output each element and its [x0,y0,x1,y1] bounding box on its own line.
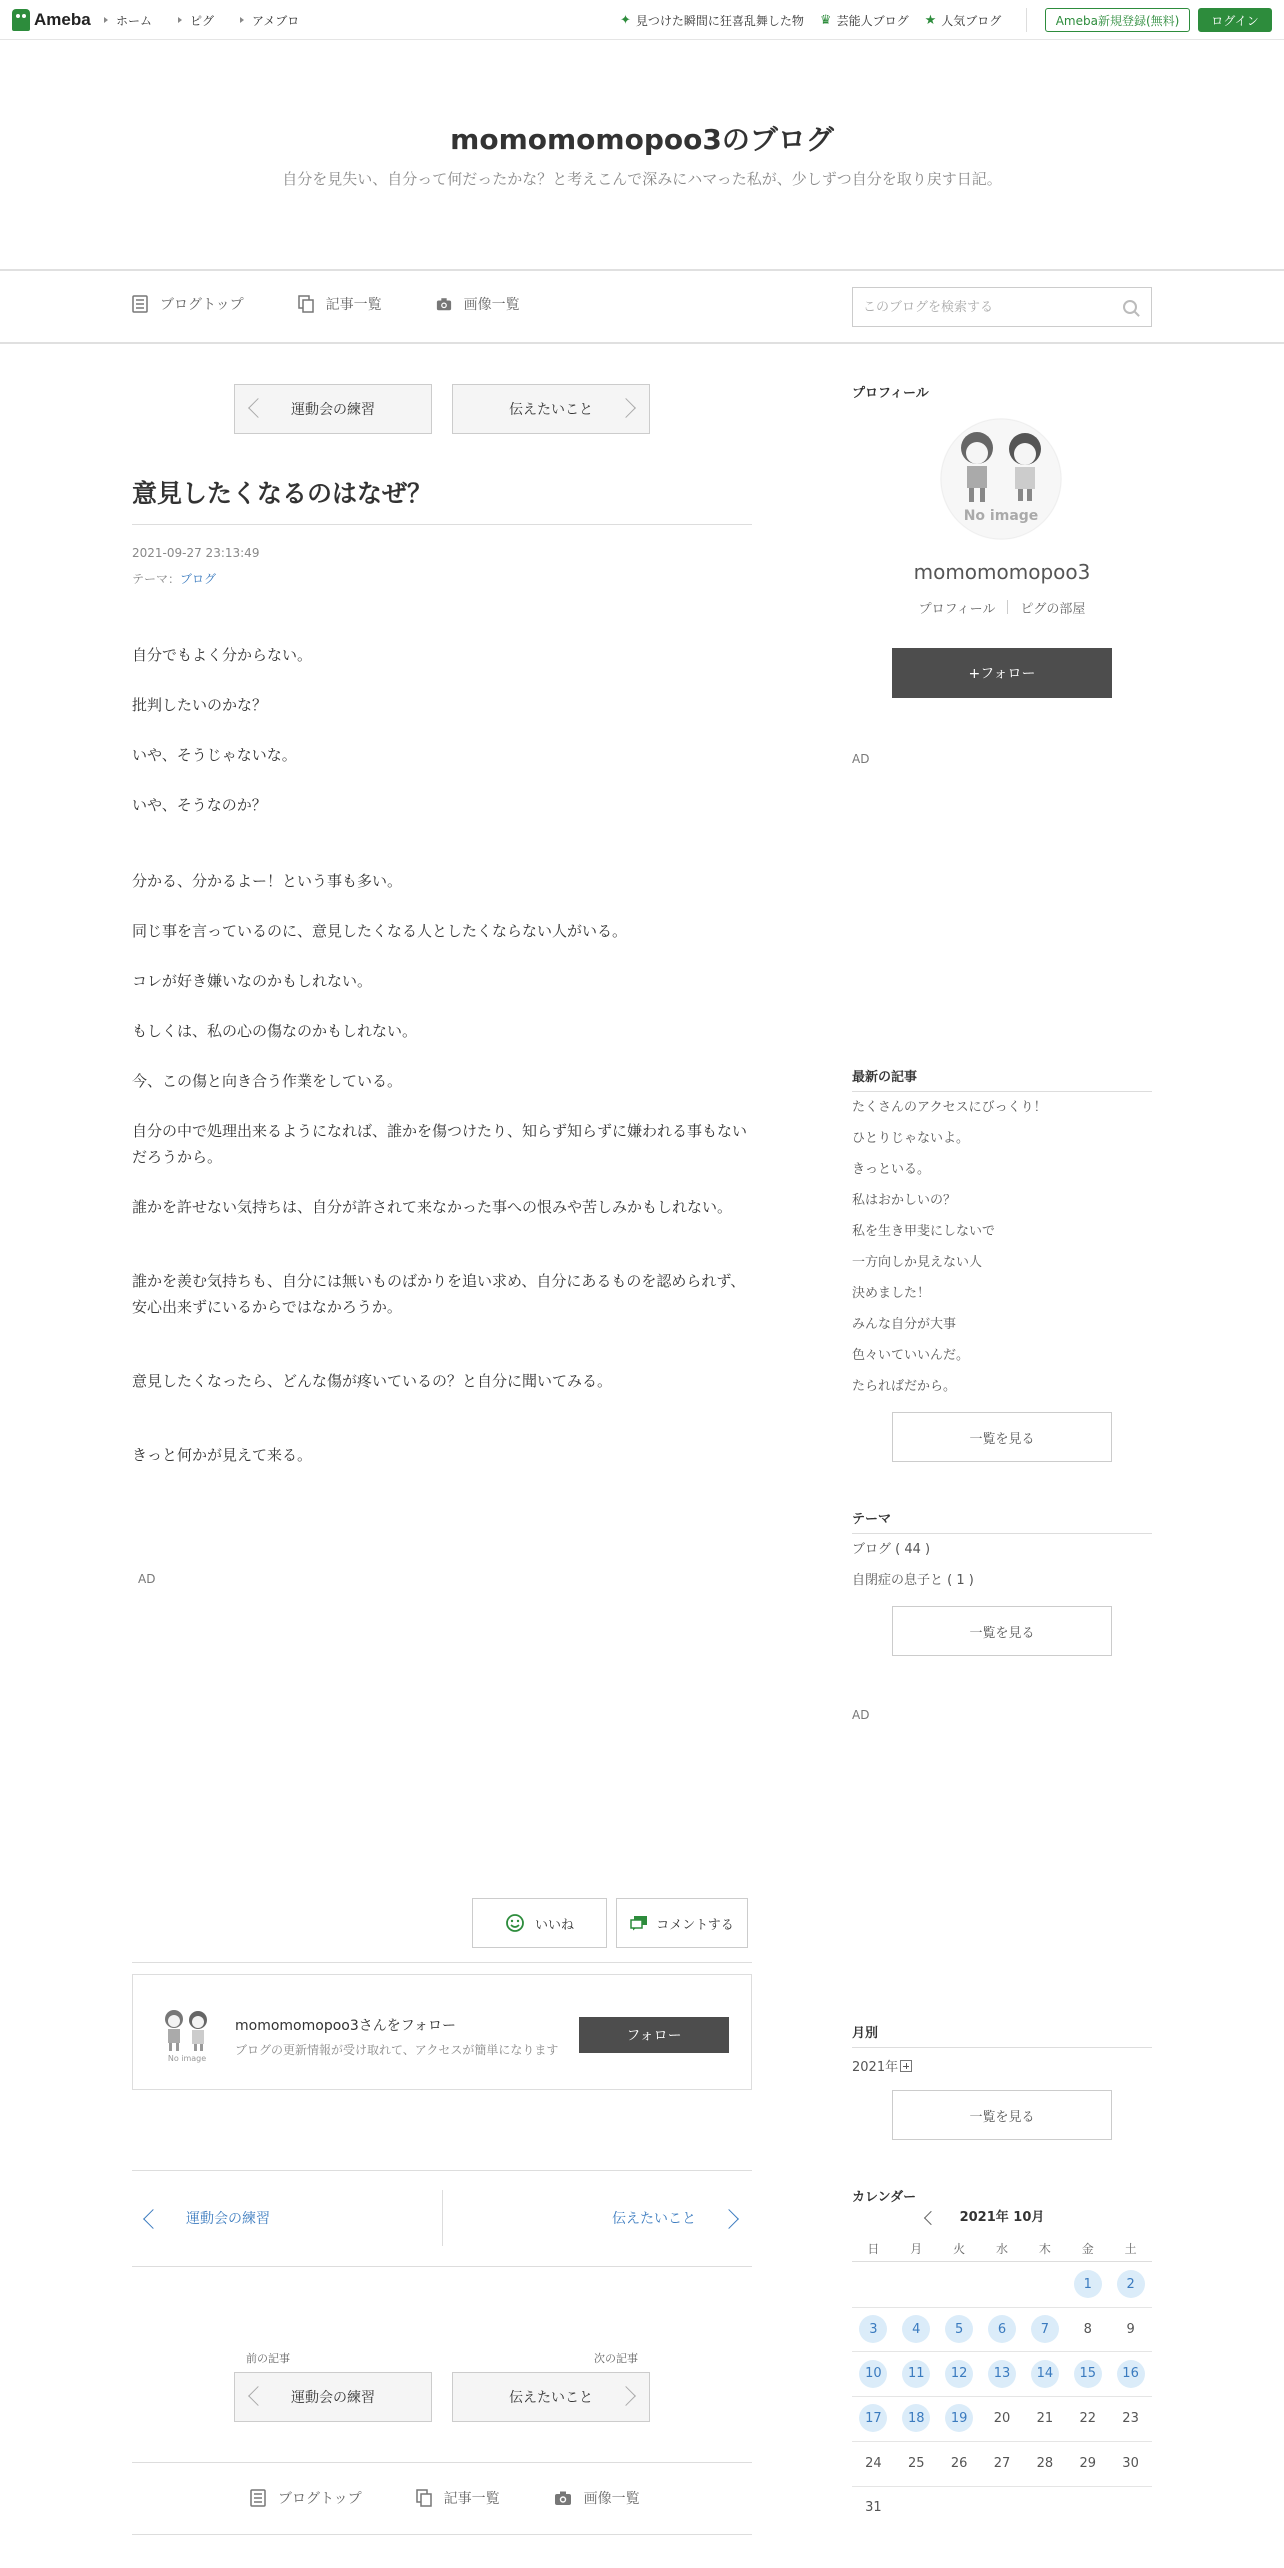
divider [442,2190,443,2246]
article-theme: テーマ：ブログ [132,572,217,586]
divider [852,2351,1152,2352]
weekday-label: 木 [1038,2242,1051,2256]
calendar-week [852,2396,1152,2441]
follow-title: momomomopoo3さんをフォロー [235,2018,457,2034]
copy-icon [298,295,314,313]
divider [852,2047,1152,2048]
theme-see-all-button[interactable]: 一覧を見る [892,1606,1112,1656]
paragraph: 意見したくなったら、どんな傷が疼いているの？と自分に聞いてみる。 [132,1372,613,1390]
divider [852,1533,1152,1534]
calendar-cell [1066,2351,1109,2396]
paragraph: きっと何かが見えて来る。 [132,1446,313,1464]
calendar-cell [1109,2485,1152,2530]
calendar-day-with-post[interactable]: 4 [902,2315,930,2343]
theme-list [852,1540,974,1602]
calendar-weekdays [852,2236,1152,2262]
like-button[interactable]: いいね [472,1898,607,1948]
calendar-cell [1109,2307,1152,2352]
footer-nav-top[interactable]: ブログトップ [250,2488,362,2508]
recent-item[interactable]: 私を生き甲斐にしないで [852,1224,996,1239]
featured-link-celebrity[interactable]: ♛ 芸能人ブログ [819,12,909,28]
weekday-label: 金 [1081,2242,1094,2256]
sparkle-icon: ✦ [620,12,631,28]
search-icon[interactable] [1123,300,1137,314]
calendar-cell [1023,2307,1066,2352]
next-article-link[interactable]: 伝えたいこと [612,2211,696,2227]
avatar-placeholder-text: No image [963,508,1039,524]
calendar-day: 23 [1122,2410,1139,2426]
calendar-cell [938,2441,981,2486]
calendar-day: 20 [993,2410,1011,2426]
theme-item[interactable]: ブログ ( 44 ) [852,1542,931,1557]
calendar-day: 9 [1126,2321,1135,2337]
calendar-cell [938,2307,981,2352]
blog-description: 自分を見失い、自分って何だったかな？と考えこんで深みにハマった私が、少しずつ自分を取り戻す日記。 [282,170,1002,188]
paragraph: もしくは、私の心の傷なのかもしれない。 [132,1022,418,1040]
weekday-label: 水 [996,2242,1009,2256]
calendar-cell [852,2485,895,2530]
next-article-button[interactable]: 伝えたいこと [452,2372,650,2422]
paragraph: 自分の中で処理出来るようになれば、誰かを傷つけたり、知らず知らずに嫌われる事もないだろうから。 [132,1122,748,1166]
calendar-cell [852,2441,895,2486]
calendar-day: 8 [1083,2321,1092,2337]
calendar-day-with-post[interactable]: 18 [902,2404,930,2432]
comment-icon [630,1915,648,1931]
calendar-cell [1066,2307,1109,2352]
logo-text: Ameba [34,10,91,29]
avatar-placeholder-text: No image [167,2054,207,2063]
calendar-cell [938,2262,981,2307]
follow-button[interactable]: フォロー [579,2017,729,2053]
calendar-cell [895,2485,938,2530]
calendar-heading: カレンダー [852,2190,917,2205]
calendar-day-with-post[interactable]: 11 [902,2360,930,2388]
recent-item[interactable]: たくさんのアクセスにびっくり！ [852,1100,1047,1115]
article-title[interactable]: 意見したくなるのはなぜ？ [132,479,433,508]
calendar-cell [1109,2396,1152,2441]
no-image-avatar-icon [157,2005,217,2065]
prev-article-caption: 前の記事 [246,2352,290,2365]
calendar-day: 29 [1079,2455,1096,2471]
calendar-day: 27 [993,2455,1011,2471]
chevron-left-icon [248,398,268,418]
calendar-day-with-post[interactable]: 1 [1074,2270,1102,2298]
calendar-cell [895,2396,938,2441]
pigg-room-link[interactable]: ピグの部屋 [1020,602,1086,617]
crown-icon: ♛ [819,12,832,28]
theme-item[interactable]: 自閉症の息子と ( 1 ) [852,1573,974,1588]
blog-title[interactable]: momomomopoo3のブログ [450,123,834,156]
weekday-label: 日 [867,2242,880,2256]
paragraph: 誰かを許せない気持ちは、自分が許されて来なかった事への恨みや苦しみかもしれない。 [132,1198,733,1216]
calendar-day: 26 [950,2455,968,2471]
calendar-cell [852,2307,895,2352]
calendar-cell [1066,2262,1109,2307]
calendar-cell [1109,2351,1152,2396]
login-button[interactable]: ログイン [1198,8,1272,32]
calendar-cell [895,2262,938,2307]
divider [0,269,1284,271]
chevron-left-icon [143,2209,163,2229]
recent-item[interactable]: たらればだから。 [852,1379,957,1394]
blog-nav-images[interactable]: 画像一覧 [436,294,520,314]
divider [852,2307,1152,2308]
prev-article-link[interactable]: 運動会の練習 [186,2211,270,2227]
monthly-heading: 月別 [852,2026,879,2041]
calendar-cell [981,2441,1024,2486]
calendar-cell [1066,2396,1109,2441]
ameba-logo[interactable] [12,8,91,32]
chevron-right-icon [616,398,636,418]
divider [132,2534,752,2535]
global-nav-pigg[interactable]: ピグ [178,12,214,29]
calendar-cell [1023,2262,1066,2307]
calendar-day-with-post[interactable]: 14 [1031,2360,1059,2388]
divider [132,2462,752,2463]
calendar-cell [981,2351,1024,2396]
footer-nav-list[interactable]: 記事一覧 [416,2488,500,2508]
camera-icon [436,295,452,313]
paragraph: いや、そうなのか？ [132,796,267,814]
calendar-cell [852,2396,895,2441]
follow-box [132,1974,752,2090]
calendar-cell [852,2262,895,2307]
divider [1007,600,1008,614]
calendar-day-with-post[interactable]: 7 [1031,2315,1059,2343]
calendar-cell [1023,2441,1066,2486]
follow-description: ブログの更新情報が受け取れて、アクセスが簡単になります [235,2043,559,2057]
star-icon: ★ [924,12,937,28]
calendar-day-with-post[interactable]: 17 [859,2404,887,2432]
paragraph: 同じ事を言っているのに、意見したくなる人としたくならない人がいる。 [132,922,628,940]
global-header [0,0,1284,40]
document-icon [250,2489,266,2507]
calendar-day: 28 [1036,2455,1054,2471]
recent-item[interactable]: きっといる。 [852,1162,931,1177]
profile-heading: プロフィール [852,386,929,401]
profile-avatar[interactable] [940,418,1062,540]
document-icon [132,295,148,313]
calendar-cell [895,2441,938,2486]
blog-nav-top[interactable]: ブログトップ [132,294,244,314]
calendar-cell [938,2351,981,2396]
featured-links [620,0,1017,40]
sidebar-follow-button[interactable]: +フォロー [892,648,1112,698]
theme-heading: テーマ [852,1512,892,1527]
paragraph: コレが好き嫌いなのかもしれない。 [132,972,373,990]
article-date: 2021-09-27 23:13:49 [132,546,260,560]
copy-icon [416,2489,432,2507]
calendar-week [852,2441,1152,2486]
weekday-label: 月 [910,2242,923,2256]
divider [852,2441,1152,2442]
chevron-right-icon [616,2386,636,2406]
calendar-cell [1023,2485,1066,2530]
global-nav-ameblo[interactable]: アメブロ [240,12,299,29]
theme-link[interactable]: ブログ [180,572,217,586]
calendar-day: 25 [908,2455,925,2471]
calendar-day-with-post[interactable]: 12 [945,2360,973,2388]
calendar-day: 22 [1079,2410,1096,2426]
comment-button[interactable]: コメントする [616,1898,748,1948]
recent-item[interactable]: ひとりじゃないよ。 [852,1131,970,1146]
divider [1026,8,1027,32]
smile-icon [505,1913,525,1933]
ad-label: AD [138,1572,156,1586]
recent-item[interactable]: 一方向しか見えない人 [852,1255,983,1270]
calendar-day: 30 [1122,2455,1139,2471]
calendar-cell [895,2307,938,2352]
global-nav-home[interactable]: ホーム [104,12,152,29]
calendar-cell [981,2307,1024,2352]
divider [132,2170,752,2171]
calendar-week [852,2351,1152,2396]
calendar-cell [1066,2485,1109,2530]
divider [132,2266,752,2267]
calendar-day: 21 [1036,2410,1054,2426]
weekday-label: 土 [1124,2242,1137,2256]
calendar-day-with-post[interactable]: 2 [1117,2270,1145,2298]
expand-icon[interactable] [900,2060,912,2072]
chevron-right-icon [719,2209,739,2229]
next-article-button[interactable]: 伝えたいこと [452,384,650,434]
arrow-right-icon [104,17,108,23]
calendar-cell [1023,2351,1066,2396]
calendar-cell [1109,2262,1152,2307]
footer-blog-nav [250,2488,694,2508]
calendar-cell [981,2485,1024,2530]
calendar-week [852,2262,1152,2307]
camera-icon [554,2490,572,2506]
calendar-week [852,2307,1152,2352]
search-input[interactable] [863,300,1103,315]
arrow-right-icon [178,17,182,23]
calendar-cell [981,2396,1024,2441]
calendar-cell [938,2485,981,2530]
calendar-day-with-post[interactable]: 16 [1117,2360,1145,2388]
calendar-cell [1109,2441,1152,2486]
recent-item[interactable]: 私はおかしいの？ [852,1193,957,1208]
divider [852,2486,1152,2487]
ameba-mascot-icon [12,9,30,31]
prev-article-button[interactable]: 運動会の練習 [234,2372,432,2422]
calendar-month: 2021年 10月 [959,2210,1045,2225]
paragraph: 誰かを羨む気持ちも、自分には無いものばかりを追い求め、自分にあるものを認められず、安心出来ずにいるからではなかろうか。 [132,1272,746,1316]
blog-nav [132,294,574,314]
recent-item[interactable]: 色々いていいんだ。 [852,1348,970,1363]
calendar-cell [1023,2396,1066,2441]
recent-see-all-button[interactable]: 一覧を見る [892,1412,1112,1462]
calendar-day-with-post[interactable]: 13 [988,2360,1016,2388]
featured-link-trend[interactable]: ✦ 見つけた瞬間に狂喜乱舞した物 [620,12,804,28]
divider [132,524,752,525]
calendar-day-with-post[interactable]: 3 [859,2315,887,2343]
profile-links [852,598,1152,617]
paragraph: 自分でもよく分からない。 [132,646,313,664]
calendar-cell [981,2262,1024,2307]
calendar-day: 31 [865,2500,882,2516]
paragraph: いや、そうじゃないな。 [132,746,297,764]
profile-name[interactable]: momomomopoo3 [913,560,1091,584]
divider [0,342,1284,344]
calendar-day-with-post[interactable]: 5 [945,2315,973,2343]
global-nav [104,0,325,40]
chevron-left-icon [248,2386,268,2406]
calendar-day-with-post[interactable]: 6 [988,2315,1016,2343]
divider [852,2396,1152,2397]
recent-heading: 最新の記事 [852,1070,918,1085]
ad-label: AD [852,752,870,766]
paragraph: 批判したいのかな？ [132,696,268,714]
divider [852,1091,1152,1092]
prev-article-button[interactable]: 運動会の練習 [234,384,432,434]
calendar-day-with-post[interactable]: 19 [945,2404,973,2432]
register-button[interactable]: Ameba新規登録(無料) [1045,8,1190,32]
calendar-cell [852,2351,895,2396]
profile-link[interactable]: プロフィール [918,602,996,617]
divider [132,1962,752,1963]
paragraph: 分かる、分かるよー！という事も多い。 [132,872,403,890]
featured-link-popular[interactable]: ★ 人気ブログ [924,12,1002,28]
monthly-item[interactable]: 2021年 [852,2056,912,2075]
blog-search [852,287,1152,327]
monthly-see-all-button[interactable]: 一覧を見る [892,2090,1112,2140]
weekday-label: 火 [953,2242,966,2256]
calendar-week [852,2485,1152,2530]
paragraph: 今、この傷と向き合う作業をしている。 [132,1072,403,1090]
calendar-day-with-post[interactable]: 10 [859,2360,887,2388]
recent-item[interactable]: 決めました！ [852,1286,931,1301]
calendar-cell [938,2396,981,2441]
footer-nav-images[interactable]: 画像一覧 [554,2488,640,2508]
recent-list [852,1098,1047,1408]
calendar-cell [895,2351,938,2396]
ad-label: AD [852,1708,870,1722]
calendar-day: 24 [865,2455,882,2471]
calendar-day-with-post[interactable]: 15 [1074,2360,1102,2388]
calendar-cell [1066,2441,1109,2486]
recent-item[interactable]: みんな自分が大事 [852,1317,957,1332]
next-article-caption: 次の記事 [594,2352,638,2365]
blog-nav-list[interactable]: 記事一覧 [298,294,382,314]
arrow-right-icon [240,17,244,23]
